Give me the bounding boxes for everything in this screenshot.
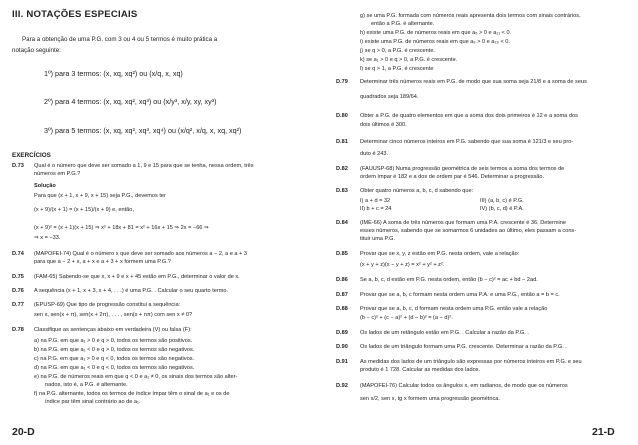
exercise-text: sen x/2, sen x, tg x formem uma progressão geométrica. [360, 396, 500, 402]
exercise-text: esses números, sabendo que se somarmos 6 unidades ao último, eles passam a cons- [360, 228, 577, 234]
exercise-number: D.80 [336, 113, 348, 119]
exercise-item: nados, isto é, a P.G. é alternante. [45, 382, 128, 388]
exercise-number: D.88 [336, 306, 348, 312]
exercise-text: Determinar três números reais em P.G. de modo que sua soma seja 21/8 e a soma de seus [360, 79, 587, 85]
exercise-text: (IME-66) A soma de três números que formam uma P.A. crescente é 36. Determine [360, 220, 567, 226]
exercise-text: (MAPOFEI-76) Calcular todos os ângulos x, em radianos, de modo que os números [360, 383, 568, 389]
section-heading: III. NOTAÇÕES ESPECIAIS [12, 9, 138, 20]
exercise-number: D.89 [336, 330, 348, 336]
exercise-number: D.85 [336, 251, 348, 257]
exercise-formula: (b − c)² + (c − a)² + (d − b)² = (a − d)². [360, 315, 453, 321]
exercise-text: (FAUUSP-68) Numa progressão geométrica de seis termos a soma dos termos de [360, 166, 565, 172]
exercise-number: D.75 [12, 274, 24, 280]
exercise-number: D.83 [336, 188, 348, 194]
exercise-number: D.82 [336, 166, 348, 172]
solution-formula: (x + 9)² = (x + 1)(x + 15) ⇒ x² + 18x + 81 = x² + 16x + 15 ⇒ 2x = −66 ⇒ [34, 225, 209, 231]
exercise-text: Se a, b, c, d estão em P.G. nesta ordem, então (b − c)² = ac + bd − 2ad. [360, 277, 538, 283]
exercise-item: c) na P.G. em que a₁ > 0 e q < 0, todos os termos são negativos. [34, 356, 195, 362]
exercise-item: e) na P.G. de números reais em que q < 0 e a₁ ≠ 0, os sinais dos termos são alter- [34, 374, 238, 380]
exercise-item: j) se q > 0, a P.G. é crescente. [360, 48, 435, 54]
exercise-text: (FAM-65) Sabendo-se que x, x + 9 e x + 45 estão em P.G., determinar o valor de x. [34, 274, 240, 280]
exercise-item: então a P.G. é alternante. [371, 21, 435, 27]
exercise-number: D.90 [336, 344, 348, 350]
exercise-text: quadrados seja 189/64. [360, 94, 419, 100]
left-page [0, 0, 305, 445]
exercise-item: a) na P.G. em que a₁ > 0 e q > 0, todos os termos são positivos. [34, 338, 193, 344]
exercise-text: sen x, sen(x + π), sen(x + 2π), . . . , sen(x + nπ) com sen x ≠ 0? [34, 312, 193, 318]
exercise-number: D.74 [12, 251, 24, 257]
exercise-number: D.91 [336, 359, 348, 365]
condition-item: IV) (b, c, d) é P.A. [480, 206, 524, 212]
condition-item: II) b + c = 24 [360, 206, 392, 212]
exercise-text: (MAPOFEI-74) Qual é o número x que deve ser somado aos números a − 2, a e a + 3 [34, 251, 247, 257]
exercise-text: ordem ímpar é 182 e a dos de ordem par é 546. Determinar a progressão. [360, 174, 545, 180]
exercise-text: Os lados de um retângulo estão em P.G. . Calcular a razão da P.G. . [360, 330, 529, 336]
exercise-text: dois últimos é 300. [360, 122, 407, 128]
exercise-item: k) se a₁ > 0 e q > 0, a P.G. é crescente. [360, 57, 458, 63]
page-number: 20-D [12, 426, 35, 438]
exercise-number: D.86 [336, 277, 348, 283]
exercises-heading: EXERCÍCIOS [12, 152, 51, 159]
exercise-text: produto é 1 728. Calcular as medidas dos lados. [360, 367, 481, 373]
intro-text: notação seguinte: [12, 47, 61, 54]
formula-5-terms: 3º) para 5 termos: (x, xq, xq², xq³, xq⁴) ou (x/q², x/q, x, xq, xq²) [44, 126, 242, 135]
exercise-number: D.81 [336, 139, 348, 145]
exercise-text: As medidas dos lados de um triângulo são expressas por números inteiros em P.G. e seu [360, 359, 582, 365]
condition-item: I) a + d = 32 [360, 198, 391, 204]
condition-item: III) (a, b, c) é P.G. [480, 198, 524, 204]
exercise-number: D.78 [12, 327, 24, 333]
exercise-text: (EPUSP-69) Que tipo de progressão constitui a sequência: [34, 302, 181, 308]
exercise-item: d) na P.G. em que a₁ < 0 e q < 0, todos os termos são negativos. [34, 365, 195, 371]
exercise-text: tituir uma P.G. [360, 236, 396, 242]
exercise-text: duto é 243. [360, 151, 388, 157]
formula-4-terms: 2º) para 4 termos: (x, xq, xq², xq³) ou (x/y³, x/y, xy, xy³) [44, 97, 217, 106]
exercise-number: D.87 [336, 292, 348, 298]
exercise-number: D.77 [12, 302, 24, 308]
exercise-text: Provar que se a, b, c formam nesta ordem uma P.A. e uma P.G., então a = b = c. [360, 292, 560, 298]
exercise-text: Obter a P.G. de quatro elementos em que a soma dos dois primeiros é 12 e a soma dos [360, 113, 578, 119]
exercise-item: f) na P.G. alternante, todos os termos de índice ímpar têm o sinal de a₁ e os de [34, 391, 230, 397]
exercise-text: Provar que se a, b, c, d formam nesta ordem uma P.G. então vale a relação [360, 306, 548, 312]
exercise-text: Classifique as sentenças abaixo em verdadeira (V) ou falsa (F): [34, 327, 192, 333]
solution-formula: ⇒ x = −33. [34, 235, 61, 241]
right-page [322, 0, 627, 445]
exercise-text: Provar que se x, y, z estão em P.G. nesta ordem, vale a relação: [360, 251, 520, 257]
solution-text: Para que (x + 1, x + 9, x + 15) seja P.G., devemos ter [34, 193, 166, 199]
exercise-number: D.79 [336, 79, 348, 85]
exercise-text: Qual é o número que deve ser somado a 1, 9 e 15 para que se tenha, nessa ordem, três [34, 163, 254, 169]
exercise-item: h) existe uma P.G. de números reais em que a₅ > 0 e a₁₁ < 0. [360, 30, 512, 36]
exercise-item: i) existe uma P.G. de números reais em que a₉ > 0 e a₂₀ < 0. [360, 39, 510, 45]
exercise-number: D.76 [12, 288, 24, 294]
exercise-text: números em P.G.? [34, 171, 81, 177]
exercise-number: D.84 [336, 220, 348, 226]
exercise-item: l) se q > 1, a P.G. é crescente [360, 66, 434, 72]
formula-3-terms: 1º) para 3 termos: (x, xq, xq²) ou (x/q, x, xq) [44, 69, 183, 78]
intro-text: Para a obtenção de uma P.G. com 3 ou 4 ou 5 termos é muito prática a [22, 36, 218, 43]
exercise-number: D.92 [336, 383, 348, 389]
exercise-item: b) na P.G. em que a₁ < 0 e q > 0, todos os termos são negativos. [34, 347, 195, 353]
exercise-text: Os lados de um triângulo formam uma P.G. crescente. Determinar a razão da P.G. . [360, 344, 567, 350]
exercise-text: A sequência (x + 1, x + 3, x + 4, . . .) é uma P.G. . Calcular o seu quarto termo. [34, 288, 229, 294]
exercise-number: D.73 [12, 163, 24, 169]
exercise-text: Obter quatro números a, b, c, d sabendo que: [360, 188, 474, 194]
exercise-item: índice par têm sinal contrário ao de a₁. [45, 399, 141, 405]
exercise-item: g) se uma P.G. formada com números reais apresenta dois termos com sinais contrários, [360, 13, 581, 19]
solution-heading: Solução [34, 183, 56, 189]
exercise-text: Determinar cinco números inteiros em P.G. sabendo que sua soma é 121/3 e seu pro- [360, 139, 574, 145]
exercise-formula: (x + y + z)(x − y + z) = x² + y² + z². [360, 262, 445, 268]
solution-formula: (x + 9)/(x + 1) = (x + 15)/(x + 9) e, então, [34, 207, 134, 213]
exercise-text: para que a − 2 + x, a + x e a + 3 + x formem uma P.G.? [34, 259, 171, 265]
page-number: 21-D [592, 426, 615, 438]
